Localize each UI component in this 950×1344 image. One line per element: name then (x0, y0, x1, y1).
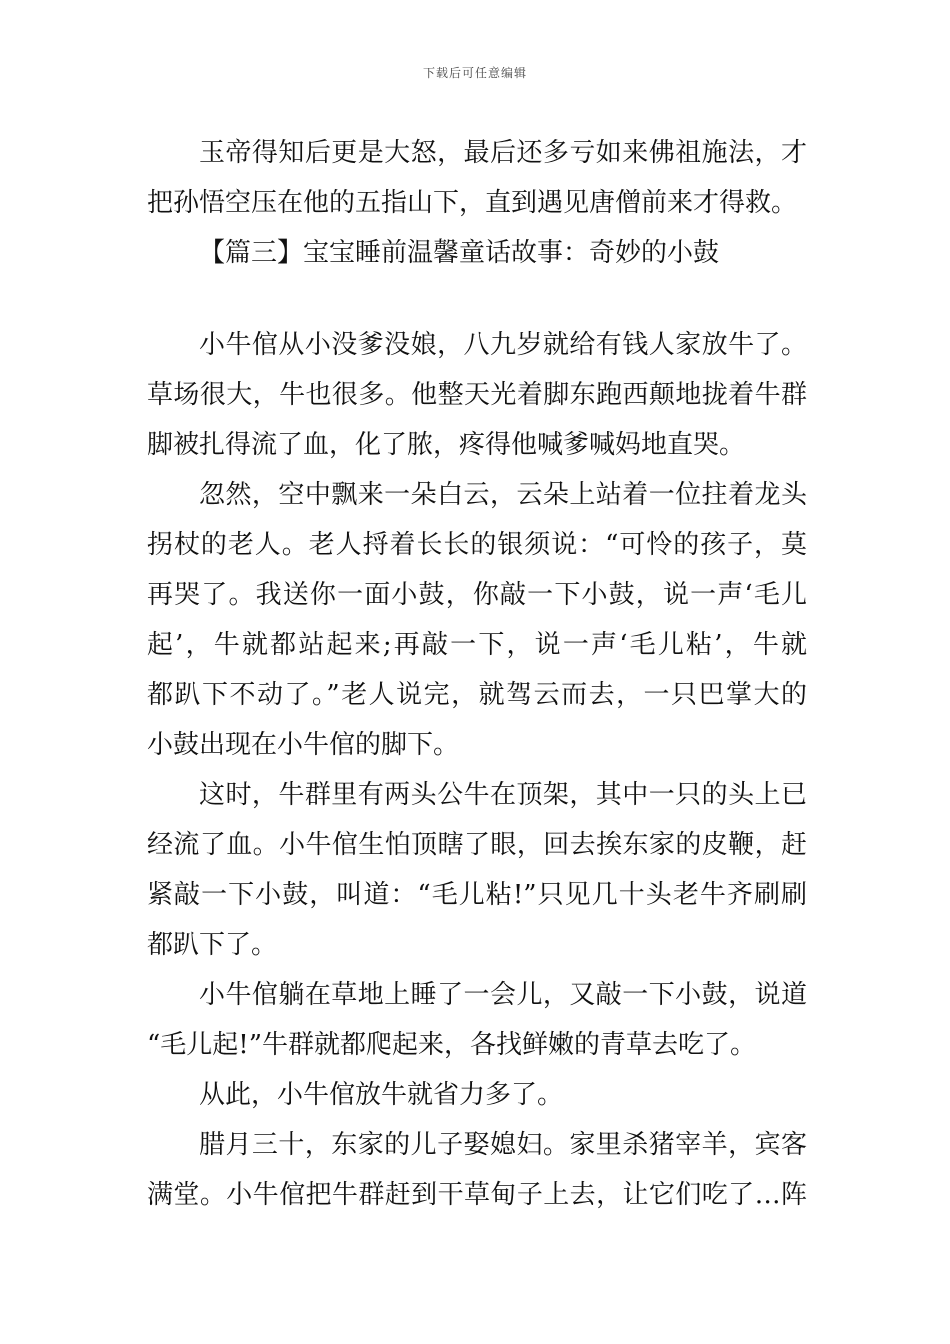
text-line: 玉帝得知后更是大怒，最后还多亏如来佛祖施法，才 (199, 138, 807, 168)
text-line: 草场很大，牛也很多。他整天光着脚东跑西颠地拢着牛群 (147, 380, 807, 410)
text-line: 小鼓出现在小牛倌的脚下。 (147, 730, 460, 760)
text-line: 拐杖的老人。老人捋着长长的银须说：“可怜的孩子，莫 (147, 530, 807, 560)
text-line: 脚被扎得流了血，化了脓，疼得他喊爹喊妈地直哭。 (147, 430, 746, 460)
section-gap (147, 278, 807, 320)
section-heading (147, 228, 807, 278)
paragraph-1 (147, 128, 807, 228)
text-line: 经流了血。小牛倌生怕顶瞎了眼，回去挨东家的皮鞭，赶 (147, 830, 807, 860)
text-line: “毛儿起!”牛群就都爬起来，各找鲜嫩的青草去吃了。 (147, 1030, 757, 1060)
paragraph-5 (147, 970, 807, 1070)
document-body (147, 128, 807, 1220)
text-line: 小牛倌躺在草地上睡了一会儿，又敲一下小鼓，说道 (199, 980, 807, 1010)
text-line: 都趴下不动了。”老人说完，就驾云而去，一只巴掌大的 (147, 680, 807, 710)
text-line: 腊月三十，东家的儿子娶媳妇。家里杀猪宰羊，宾客 (199, 1130, 807, 1160)
text-line: 都趴下了。 (147, 930, 278, 960)
paragraph-6 (147, 1070, 807, 1120)
paragraph-4 (147, 770, 807, 970)
text-line: 这时，牛群里有两头公牛在顶架，其中一只的头上已 (199, 780, 807, 810)
text-line: 小牛倌从小没爹没娘，八九岁就给有钱人家放牛了。 (199, 330, 807, 360)
text-line: 满堂。小牛倌把牛群赶到干草甸子上去，让它们吃了…阵 (147, 1180, 807, 1210)
section-title: 【篇三】宝宝睡前温馨童话故事：奇妙的小鼓 (199, 238, 720, 268)
paragraph-7 (147, 1120, 807, 1220)
text-line: 把孙悟空压在他的五指山下，直到遇见唐僧前来才得救。 (147, 188, 798, 218)
text-line: 忽然，空中飘来一朵白云，云朵上站着一位拄着龙头 (199, 480, 807, 510)
text-line: 紧敲一下小鼓，叫道：“毛儿粘!”只见几十头老牛齐刷刷 (147, 880, 807, 910)
text-line: 从此，小牛倌放牛就省力多了。 (199, 1080, 564, 1110)
page-header-note: 下载后可任意编辑 (422, 66, 527, 80)
text-line: 起’，牛就都站起来;再敲一下，说一声‘毛儿粘’，牛就 (147, 630, 807, 660)
paragraph-2 (147, 320, 807, 470)
text-line: 再哭了。我送你一面小鼓，你敲一下小鼓，说一声‘毛儿 (147, 580, 807, 610)
paragraph-3 (147, 470, 807, 770)
